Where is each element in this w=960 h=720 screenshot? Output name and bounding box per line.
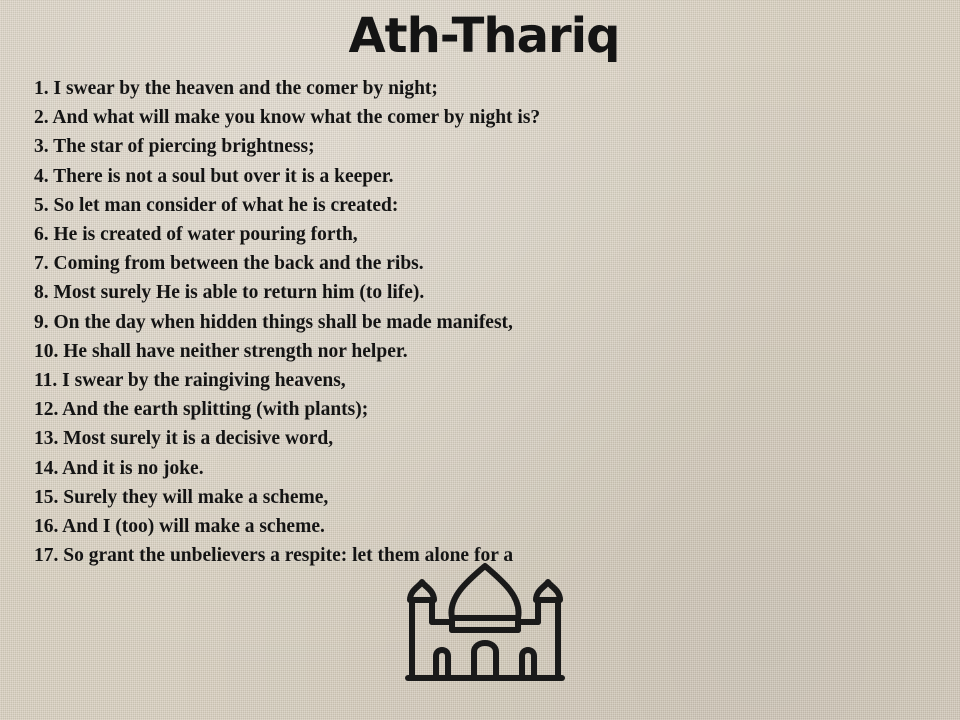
slide-title: Ath-Thariq (348, 8, 620, 64)
verse-line: 15. Surely they will make a scheme, (34, 486, 329, 508)
verse-line: 7. Coming from between the back and the ribs. (34, 253, 424, 275)
verse-line: 5. So let man consider of what he is created: (34, 194, 399, 216)
verse-line: 13. Most surely it is a decisive word, (34, 428, 334, 450)
verse-line: 12. And the earth splitting (with plants); (34, 399, 369, 421)
verse-line: 14. And it is no joke. (34, 457, 204, 479)
verse-line: 10. He shall have neither strength nor helper. (34, 340, 408, 362)
verse-line: 17. So grant the unbelievers a respite: let them alone for a (34, 545, 514, 567)
verse-line: 2. And what will make you know what the comer by night is? (34, 107, 541, 129)
verse-line: 11. I swear by the raingiving heavens, (34, 370, 346, 392)
mosque-icon (402, 560, 568, 684)
verse-line: 9. On the day when hidden things shall be made manifest, (34, 311, 513, 333)
verse-line: 1. I swear by the heaven and the comer by night; (34, 78, 438, 99)
verse-line: 6. He is created of water pouring forth, (34, 224, 358, 246)
verse-line: 3. The star of piercing brightness; (34, 136, 315, 158)
verse-line: 16. And I (too) will make a scheme. (34, 516, 325, 538)
verse-line: 8. Most surely He is able to return him (to life). (34, 282, 425, 304)
verse-list (34, 74, 734, 570)
verse-line: 4. There is not a soul but over it is a keeper. (34, 165, 394, 187)
